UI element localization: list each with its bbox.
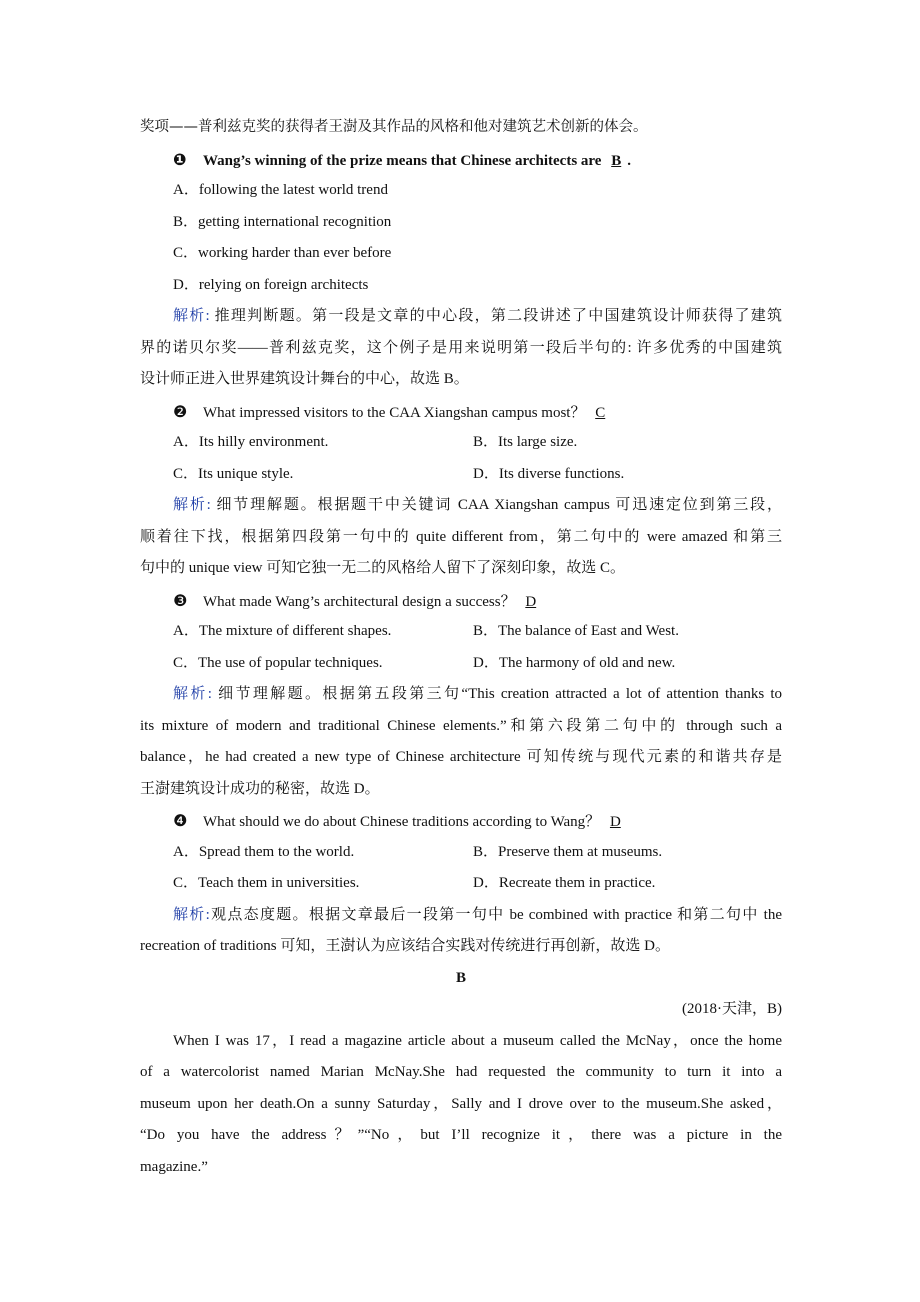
answer-blank: D — [609, 814, 621, 830]
document-page — [140, 112, 782, 1183]
option-c: C．working harder than ever before — [173, 245, 392, 261]
question-number: ❷ — [173, 401, 188, 421]
option-a: A．The mixture of different shapes. — [173, 623, 392, 639]
question-stem: Wang’s winning of the prize means that Chinese architects are — [203, 152, 602, 169]
passage-line: museum upon her death.On a sunny Saturday，Sally and I drove over to the museum.She asked， — [140, 1095, 782, 1112]
explanation-label: 解析: — [173, 497, 211, 513]
question-1 — [140, 144, 782, 176]
options-row — [140, 837, 782, 869]
explanation-line: 设计师正进入世界建筑设计舞台的中心，故选 B。 — [140, 371, 469, 387]
explanation-line: balance，he had created a new type of Chinese architecture 可知传统与现代元素的和谐共存是 — [140, 749, 782, 765]
question-number: ❹ — [173, 811, 188, 830]
options-row — [140, 648, 782, 680]
options-row — [140, 616, 782, 648]
explanation-line: recreation of traditions 可知，王澍认为应该结合实践对传统进行再创新，故选 D。 — [140, 938, 670, 954]
explanation-label: 解析: — [173, 686, 212, 702]
question-stem: What made Wang’s architectural design a success？ — [203, 593, 516, 610]
explanation-line: 解析:观点态度题。根据文章最后一段第一句中 be combined with practice 和第二句中 the — [173, 906, 782, 923]
option-a: A．following the latest world trend — [173, 182, 388, 198]
explanation-line: 解析: 细节理解题。根据题干中关键词 CAA Xiangshan campus 可迅速定位到第三段， — [173, 497, 782, 513]
option-a: A．Spread them to the world. — [173, 843, 355, 860]
option-d: D．relying on foreign architects — [173, 276, 369, 293]
section-heading: B — [455, 969, 466, 986]
passage-line: When I was 17，I read a magazine article about a museum called the McNay，once the home — [173, 1032, 782, 1049]
option-d: D．Its diverse functions. — [473, 465, 625, 482]
option-a: A．Its hilly environment. — [173, 434, 329, 450]
option-d: D．Recreate them in practice. — [473, 875, 656, 891]
explanation-line: 句中的 unique view 可知它独一无二的风格给人留下了深刻印象，故选 C。 — [140, 560, 625, 576]
explanation-line: 顺着往下找，根据第四段第一句中的 quite different from，第二句中的 were amazed 和第三 — [140, 528, 782, 545]
question-number: ❶ — [173, 149, 187, 169]
intro-line: 奖项——普利兹克奖的获得者王澍及其作品的风格和他对建筑艺术创新的体会。 — [140, 119, 648, 135]
explanation-label: 解析: — [173, 308, 210, 324]
question-4 — [140, 805, 782, 837]
option-c: C．Teach them in universities. — [173, 875, 360, 891]
question-2 — [140, 396, 782, 428]
question-number: ❸ — [173, 590, 188, 610]
option-d: D．The harmony of old and new. — [473, 654, 676, 671]
passage-line: of a watercolorist named Marian McNay.She had requested the community to turn it into a — [140, 1064, 782, 1080]
explanation-line: 解析: 细节理解题。根据第五段第三句“This creation attracted a lot of attention thanks to — [173, 686, 783, 702]
option-c: C．Its unique style. — [173, 465, 294, 482]
question-3 — [140, 585, 782, 617]
explanation-line: 王澍建筑设计成功的秘密，故选 D。 — [140, 780, 380, 797]
options-row — [140, 427, 782, 459]
options-row — [140, 459, 782, 491]
option-b: B．Preserve them at museums. — [473, 843, 663, 860]
source-citation: (2018·天津，B) — [682, 1001, 782, 1017]
passage-line: magazine.” — [140, 1158, 208, 1175]
explanation-line: 解析: 推理判断题。第一段是文章的中心段，第二段讲述了中国建筑设计师获得了建筑 — [173, 308, 783, 324]
question-stem: What impressed visitors to the CAA Xiangshan campus most？ — [203, 404, 586, 421]
answer-blank: D — [525, 593, 537, 610]
option-b: B．Its large size. — [473, 434, 578, 450]
option-b: B．getting international recognition — [173, 213, 392, 230]
question-stem: What should we do about Chinese traditions according to Wang？ — [203, 814, 601, 830]
question-end: . — [627, 152, 631, 169]
option-b: B．The balance of East and West. — [473, 623, 679, 639]
passage-line: “Do you have the address？”“No，but I’ll recognize it，there was a picture in the — [140, 1127, 782, 1143]
options-row — [140, 868, 782, 900]
explanation-label: 解析: — [173, 906, 210, 923]
option-c: C．The use of popular techniques. — [173, 654, 383, 671]
explanation-line: its mixture of modern and traditional Chinese elements.”和第六段第二句中的 through such a — [140, 717, 782, 734]
answer-blank: B — [611, 152, 622, 169]
explanation-line: 界的诺贝尔奖——普利兹克奖，这个例子是用来说明第一段后半句的: 许多优秀的中国建筑 — [140, 339, 782, 356]
answer-blank: C — [595, 404, 606, 421]
